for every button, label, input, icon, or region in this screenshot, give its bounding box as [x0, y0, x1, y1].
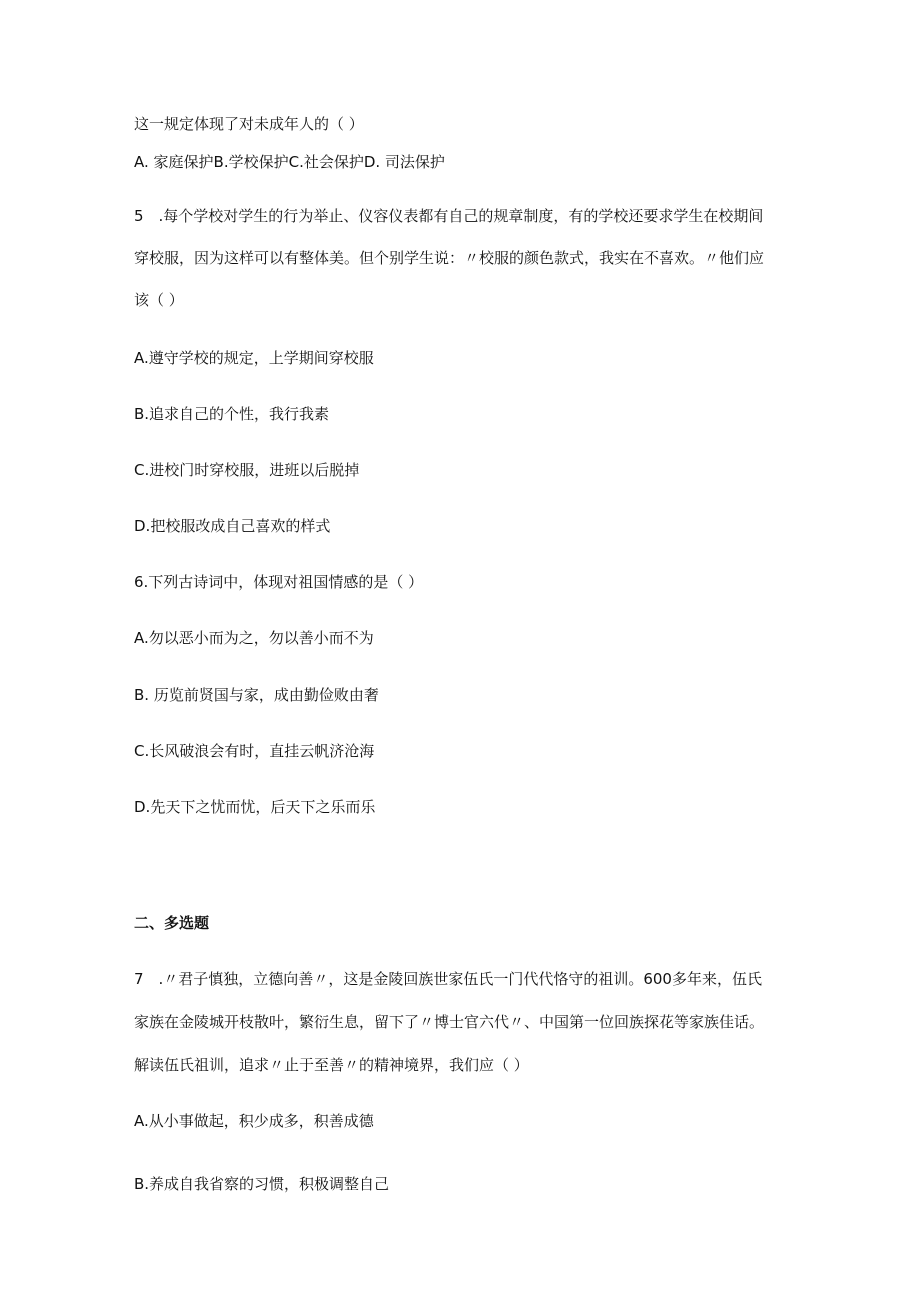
q7-stem-line3: 解读伍氏祖训，追求〃止于至善〃的精神境界，我们应（ ） [134, 1056, 529, 1074]
q7-option-b: B.养成自我省察的习惯，积极调整自己 [134, 1175, 390, 1193]
q4-options: A. 家庭保护B.学校保护C.社会保护D. 司法保护 [134, 153, 445, 171]
q5-stem-line1: 5 .每个学校对学生的行为举止、仪容仪表都有自己的规章制度，有的学校还要求学生在校期间 [134, 207, 764, 225]
section-title: 二、多选题 [134, 914, 210, 932]
q5-option-a: A.遵守学校的规定，上学期间穿校服 [134, 349, 374, 367]
q6-stem: 6.下列古诗词中，体现对祖国情感的是（ ） [134, 573, 424, 591]
q7-stem-line1: 7 .〃君子慎独，立德向善〃，这是金陵回族世家伍氏一门代代恪守的祖训。600多年来，伍氏 [134, 970, 762, 988]
q6-option-b: B. 历览前贤国与家，成由勤俭败由奢 [134, 686, 379, 704]
q5-stem-line3: 该（ ） [134, 291, 184, 309]
q6-option-c: C.长风破浪会有时，直挂云帆济沧海 [134, 742, 375, 760]
q6-option-a: A.勿以恶小而为之，勿以善小而不为 [134, 629, 374, 647]
q5-option-c: C.进校门时穿校服，进班以后脱掉 [134, 461, 360, 479]
q5-stem-line2: 穿校服，因为这样可以有整体美。但个别学生说：〃校服的颜色款式，我实在不喜欢。〃他们应 [134, 249, 765, 267]
q6-option-d: D.先天下之忧而忧，后天下之乐而乐 [134, 798, 376, 816]
q5-option-d: D.把校服改成自己喜欢的样式 [134, 517, 331, 535]
q5-option-b: B.追求自己的个性，我行我素 [134, 405, 330, 423]
q4-stem: 这一规定体现了对未成年人的（ ） [134, 115, 364, 133]
q7-stem-line2: 家族在金陵城开枝散叶，繁衍生息，留下了〃博士官六代〃、中国第一位回族探花等家族佳话。 [134, 1013, 765, 1031]
q7-option-a: A.从小事做起，积少成多，积善成德 [134, 1112, 374, 1130]
